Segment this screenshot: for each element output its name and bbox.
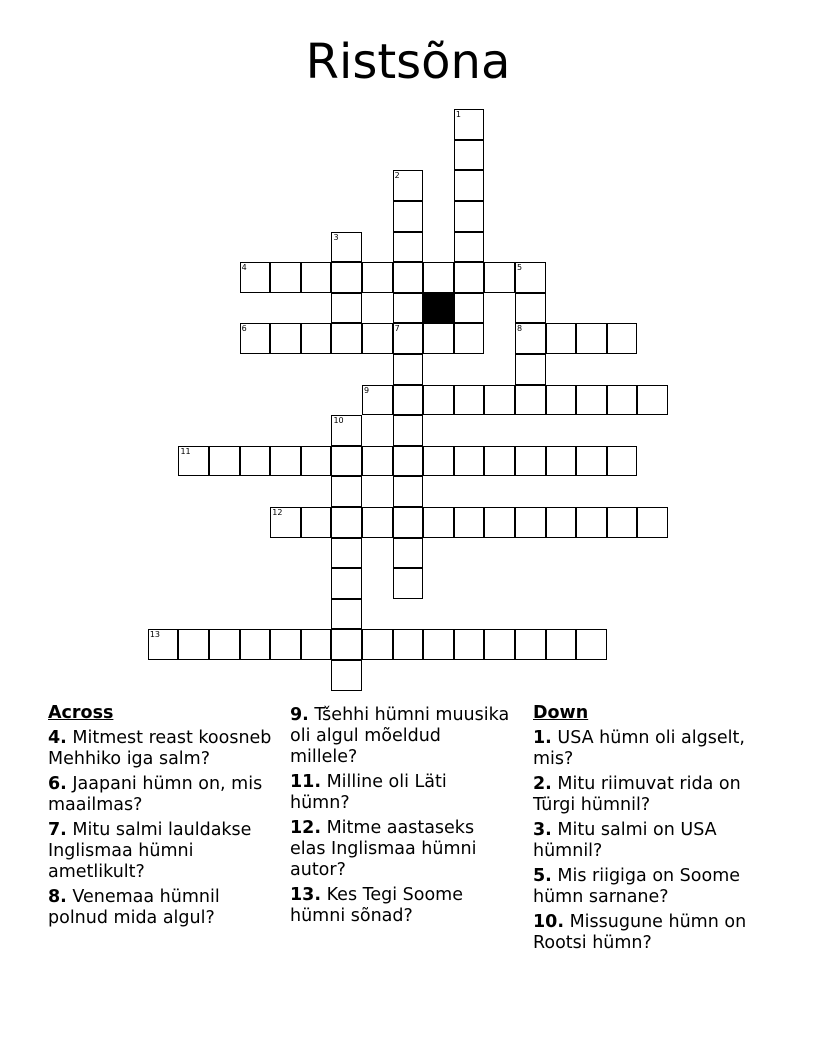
cell-number: 4 — [241, 263, 247, 273]
clue-text: Kes Tegi Soome hümni sõnad? — [290, 885, 463, 926]
grid-cell[interactable] — [331, 262, 362, 293]
grid-cell[interactable] — [393, 568, 424, 599]
grid-cell[interactable] — [362, 446, 393, 477]
grid-cell[interactable] — [301, 446, 332, 477]
clue-item — [533, 774, 758, 816]
grid-cell[interactable] — [240, 446, 271, 477]
grid-cell[interactable] — [423, 385, 454, 416]
clue-number: 6. — [48, 774, 67, 794]
clue-number: 9. — [290, 705, 309, 725]
clue-item — [48, 887, 273, 929]
grid-cell[interactable] — [331, 476, 362, 507]
grid-cell[interactable] — [240, 262, 271, 293]
grid-cell[interactable] — [362, 262, 393, 293]
grid-cell[interactable] — [209, 629, 240, 660]
clue-text: Mis riigiga on Soome hümn sarnane? — [533, 866, 741, 907]
clue-number: 8. — [48, 887, 67, 907]
grid-cell[interactable] — [362, 629, 393, 660]
clue-item — [48, 774, 273, 816]
cell-number: 11 — [180, 446, 191, 456]
grid-cell[interactable] — [637, 385, 668, 416]
grid-cell[interactable] — [454, 323, 485, 354]
cell-number: 7 — [394, 324, 400, 334]
grid-cell[interactable] — [393, 507, 424, 538]
grid-cell[interactable] — [362, 323, 393, 354]
clue-item — [290, 818, 510, 881]
grid-cell[interactable] — [515, 323, 546, 354]
clue-number: 11. — [290, 772, 322, 792]
grid-cell[interactable] — [454, 201, 485, 232]
grid-cell[interactable] — [454, 385, 485, 416]
clue-item — [533, 820, 758, 862]
clue-item — [533, 728, 758, 770]
grid-cell[interactable] — [454, 446, 485, 477]
grid-cell[interactable] — [454, 629, 485, 660]
grid-cell[interactable] — [393, 476, 424, 507]
grid-cell[interactable] — [607, 507, 638, 538]
grid-cell[interactable] — [393, 354, 424, 385]
clue-text: Venemaa hümnil polnud mida algul? — [48, 887, 220, 928]
grid-cell[interactable] — [423, 262, 454, 293]
grid-cell[interactable] — [607, 446, 638, 477]
grid-cell[interactable] — [240, 323, 271, 354]
clue-text: Missugune hümn on Rootsi hümn? — [533, 912, 747, 953]
grid-cell[interactable] — [331, 660, 362, 691]
cell-number: 10 — [333, 416, 344, 426]
grid-cell[interactable] — [576, 507, 607, 538]
clue-item — [290, 705, 510, 768]
grid-cell[interactable] — [484, 629, 515, 660]
grid-cell[interactable] — [454, 507, 485, 538]
grid-cell[interactable] — [515, 385, 546, 416]
cell-number: 13 — [149, 630, 161, 640]
grid-cell[interactable] — [393, 232, 424, 263]
clue-text: USA hümn oli algselt, mis? — [533, 728, 745, 769]
clue-text: Mitme aastaseks elas Inglismaa hümni autor? — [290, 818, 477, 880]
grid-cell[interactable] — [331, 415, 362, 446]
grid-cell[interactable] — [515, 354, 546, 385]
clue-number: 10. — [533, 912, 565, 932]
grid-cell[interactable] — [393, 170, 424, 201]
clue-number: 5. — [533, 866, 552, 886]
grid-cell[interactable] — [393, 201, 424, 232]
grid-cell[interactable] — [484, 446, 515, 477]
grid-cell[interactable] — [454, 262, 485, 293]
cell-number: 9 — [364, 385, 370, 395]
grid-cell[interactable] — [301, 507, 332, 538]
cell-number: 5 — [517, 263, 523, 273]
grid-cell[interactable] — [423, 323, 454, 354]
clue-text: Mitu salmi lauldakse Inglismaa hümni ametlikult? — [48, 820, 252, 882]
clue-item — [48, 728, 273, 770]
grid-cell[interactable] — [546, 629, 577, 660]
clue-text: Tšehhi hümni muusika oli algul mõeldud millele? — [290, 705, 510, 767]
grid-cell[interactable] — [454, 109, 485, 140]
grid-cell[interactable] — [484, 385, 515, 416]
across-clues — [48, 703, 273, 933]
grid-cell[interactable] — [331, 446, 362, 477]
clue-number: 4. — [48, 728, 67, 748]
grid-cell[interactable] — [331, 629, 362, 660]
grid-cell[interactable] — [546, 446, 577, 477]
grid-cell[interactable] — [270, 262, 301, 293]
grid-cell[interactable] — [546, 385, 577, 416]
clue-item — [290, 885, 510, 927]
clue-number: 1. — [533, 728, 552, 748]
clue-text: Mitmest reast koosneb Mehhiko iga salm? — [48, 728, 272, 769]
grid-cell[interactable] — [607, 385, 638, 416]
grid-cell[interactable] — [331, 599, 362, 630]
grid-cell[interactable] — [393, 629, 424, 660]
grid-cell[interactable] — [331, 538, 362, 569]
across-clues-continued — [290, 705, 510, 931]
clue-text: Mitu riimuvat rida on Türgi hümnil? — [533, 774, 741, 815]
grid-cell[interactable] — [546, 507, 577, 538]
clue-item — [533, 866, 758, 908]
grid-cell[interactable] — [270, 507, 301, 538]
grid-cell[interactable] — [576, 323, 607, 354]
black-cell — [423, 293, 454, 324]
clue-number: 2. — [533, 774, 552, 794]
grid-cell[interactable] — [331, 323, 362, 354]
grid-cell[interactable] — [454, 140, 485, 171]
clue-text: Mitu salmi on USA hümnil? — [533, 820, 717, 861]
grid-cell[interactable] — [423, 507, 454, 538]
grid-cell[interactable] — [393, 446, 424, 477]
down-clues — [533, 703, 758, 958]
grid-cell[interactable] — [331, 293, 362, 324]
cell-number: 6 — [241, 324, 247, 334]
grid-cell[interactable] — [607, 323, 638, 354]
grid-cell[interactable] — [637, 507, 668, 538]
grid-cell[interactable] — [515, 293, 546, 324]
clue-text: Jaapani hümn on, mis maailmas? — [48, 774, 263, 815]
grid-cell[interactable] — [423, 629, 454, 660]
cell-number: 1 — [455, 110, 461, 120]
cell-number: 2 — [394, 171, 400, 181]
grid-cell[interactable] — [362, 507, 393, 538]
grid-cell[interactable] — [546, 323, 577, 354]
grid-cell[interactable] — [393, 385, 424, 416]
grid-cell[interactable] — [484, 262, 515, 293]
grid-cell[interactable] — [301, 262, 332, 293]
grid-cell[interactable] — [362, 385, 393, 416]
grid-cell[interactable] — [393, 323, 424, 354]
grid-cell[interactable] — [393, 415, 424, 446]
clue-number: 7. — [48, 820, 67, 840]
grid-cell[interactable] — [576, 385, 607, 416]
grid-cell[interactable] — [270, 323, 301, 354]
cell-number: 8 — [517, 324, 523, 334]
grid-cell[interactable] — [178, 629, 209, 660]
grid-cell[interactable] — [240, 629, 271, 660]
grid-cell[interactable] — [270, 629, 301, 660]
grid-cell[interactable] — [393, 538, 424, 569]
clue-item — [290, 772, 510, 814]
down-heading: Down — [533, 703, 589, 723]
cell-number: 3 — [333, 232, 339, 242]
grid-cell[interactable] — [576, 629, 607, 660]
grid-cell[interactable] — [331, 507, 362, 538]
grid-cell[interactable] — [331, 232, 362, 263]
cell-number: 12 — [272, 508, 283, 518]
grid-cell[interactable] — [515, 629, 546, 660]
clue-item — [533, 912, 758, 954]
clue-text: Milline oli Läti hümn? — [290, 772, 447, 813]
page-title: Ristsõna — [305, 34, 511, 90]
grid-cell[interactable] — [454, 232, 485, 263]
grid-cell[interactable] — [454, 170, 485, 201]
grid-cell[interactable] — [301, 323, 332, 354]
grid-cell[interactable] — [178, 446, 209, 477]
grid-cell[interactable] — [423, 446, 454, 477]
grid-cell[interactable] — [515, 507, 546, 538]
grid-cell[interactable] — [515, 446, 546, 477]
clue-item — [48, 820, 273, 883]
grid-cell[interactable] — [454, 293, 485, 324]
clue-number: 13. — [290, 885, 322, 905]
grid-cell[interactable] — [576, 446, 607, 477]
grid-cell[interactable] — [331, 568, 362, 599]
grid-cell[interactable] — [393, 293, 424, 324]
grid-cell[interactable] — [270, 446, 301, 477]
grid-cell[interactable] — [209, 446, 240, 477]
grid-cell[interactable] — [484, 507, 515, 538]
grid-cell[interactable] — [301, 629, 332, 660]
grid-cell[interactable] — [515, 262, 546, 293]
clue-number: 12. — [290, 818, 322, 838]
clue-number: 3. — [533, 820, 552, 840]
grid-cell[interactable] — [148, 629, 179, 660]
grid-cell[interactable] — [393, 262, 424, 293]
across-heading: Across — [48, 703, 114, 723]
